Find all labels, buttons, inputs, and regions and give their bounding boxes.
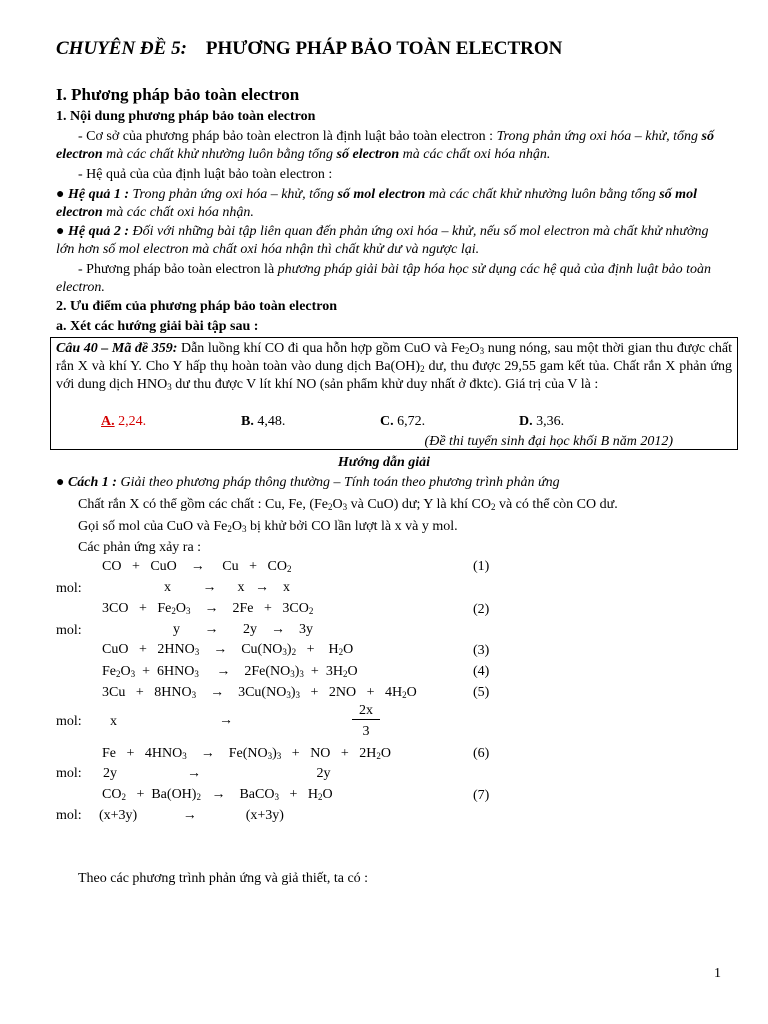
page-number: 1 — [714, 966, 721, 981]
mol-label-5: mol: — [56, 714, 82, 729]
consequence-1: ● Hệ quả 1 : Trong phản ứng oxi hóa – khử, tổng số mol electron mà các chất khử nhường luôn bằng tổng số mol electron mà các chất oxi hóa nhận. — [56, 187, 697, 220]
mol-definition-line: Gọi số mol của CuO và $Fe_2O_3$ bị khử bởi CO lần lượt là x và y mol. — [78, 519, 458, 534]
equation-number-6: (6) — [473, 746, 490, 761]
mol-label-1: mol: — [56, 581, 82, 596]
topic-label: CHUYÊN ĐỀ 5: — [56, 38, 187, 59]
subsection-heading-2: 2. Ưu điểm của phương pháp bảo toàn electron — [56, 299, 338, 314]
equation-1: CO + CuO → $Cu + CO_2$ — [102, 559, 292, 574]
section-heading: I. Phương pháp bảo toàn electron — [56, 85, 300, 104]
solid-x-line: Chất rắn X có thể gồm các chất : Cu, Fe, ($Fe_2O_3$ và CuO) dư; Y là khí $CO_2$ và có thể còn CO dư. — [78, 497, 618, 512]
mol-row-5-arrow: → — [219, 713, 233, 728]
paragraph-basis: - Cơ sở của phương pháp bảo toàn electron là định luật bảo toàn electron : Trong phản ứng oxi hóa – khử, tổng số electron mà các chất khử nhường luôn bằng tổng số electron mà các chất oxi hóa nhận. — [56, 129, 714, 162]
paragraph-consequences: - Hệ quả của của định luật bảo toàn electron : — [78, 167, 333, 182]
question-text: Câu 40 – Mã đề 359: Dẫn luồng khí CO đi qua hỗn hợp gồm CuO và $Fe_2O_3$ nung nóng, sau một thời gian thu được chất rắn X và khí Y. Cho Y hấp thụ hoàn toàn vào dung dịch $Ba(OH)_2$ dư, thu được 29,55 gam kết tủa. Chất rắn X phản ứng với dung dịch $HNO_3$ dư thu được V lít khí NO (sản phẩm khử duy nhất ở đktc). Giá trị của V là : — [56, 341, 732, 392]
mol-label-2: mol: — [56, 623, 82, 638]
page-title — [56, 38, 562, 60]
reactions-intro: Các phản ứng xảy ra : — [78, 540, 202, 555]
equation-number-1: (1) — [473, 559, 490, 574]
mol-row-6: 2y → 2y — [103, 766, 331, 781]
equation-3: CuO + $2HNO_3$ → $Cu(NO_3)_2$ + $H_2O$ — [102, 642, 354, 657]
equation-4: $Fe_2O_3 + 6HNO_3$ → $2Fe(NO_3)_3 + 3H_2O$ — [102, 664, 358, 679]
option-a: A. 2,24. — [101, 414, 147, 429]
option-c: C. 6,72. — [380, 414, 426, 429]
equation-6: $Fe + 4HNO_3$ → $Fe(NO_3)_3$ + NO + $2H_2O$ — [102, 746, 392, 761]
mol-row-5-x: x — [110, 714, 117, 729]
guide-heading: Hướng dẫn giải — [337, 455, 431, 470]
equation-5: $3Cu + 8HNO_3$ → $3Cu(NO_3)_3 + 2NO + 4H_2O$ — [102, 685, 417, 700]
option-b: B. 4,48. — [241, 414, 286, 429]
option-d: D. 3,36. — [519, 414, 565, 429]
subsection-heading-a: a. Xét các hướng giải bài tập sau : — [56, 319, 259, 334]
mol-row-1: x → x → x — [164, 580, 290, 595]
equation-number-2: (2) — [473, 602, 490, 617]
subsection-heading-1: 1. Nội dung phương pháp bảo toàn electron — [56, 109, 316, 124]
equation-7: $CO_2 + Ba(OH)_2$ → BaCO$_3$ + $H_2O$ — [102, 787, 333, 802]
question-source: (Đề thi tuyển sinh đại học khối B năm 2012) — [424, 434, 673, 449]
mol-label-6: mol: — [56, 766, 82, 781]
mol-label-7: mol: — [56, 808, 82, 823]
fraction-2x-over-3: $\frac{2x}{3}$ — [352, 703, 380, 740]
conclusion-line: Theo các phương trình phản ứng và giả thiết, ta có : — [78, 871, 369, 886]
equation-number-3: (3) — [473, 643, 490, 658]
equation-number-5: (5) — [473, 685, 490, 700]
method-1: ● Cách 1 : Giải theo phương pháp thông thường – Tính toán theo phương trình phản ứng — [56, 475, 560, 490]
topic-title: PHƯƠNG PHÁP BẢO TOÀN ELECTRON — [205, 38, 563, 59]
equation-number-4: (4) — [473, 664, 490, 679]
equation-2: $3CO + Fe_2O_3$ → $2Fe + 3CO_2$ — [102, 601, 314, 616]
consequence-2: ● Hệ quả 2 : Đối với những bài tập liên quan đến phản ứng oxi hóa – khử, nếu số mol electron mà chất khử nhường lớn hơn số mol electron mà chất oxi hóa nhận thì chất khử dư và ngược lại. — [56, 224, 709, 257]
mol-row-7: (x+3y) → (x+3y) — [99, 808, 284, 823]
mol-row-2: y → 2y → 3y — [173, 622, 313, 637]
question-box — [50, 337, 738, 450]
paragraph-method: - Phương pháp bảo toàn electron là phương pháp giải bài tập hóa học sử dụng các hệ quả của định luật bảo toàn electron. — [56, 262, 712, 295]
equation-number-7: (7) — [473, 788, 490, 803]
